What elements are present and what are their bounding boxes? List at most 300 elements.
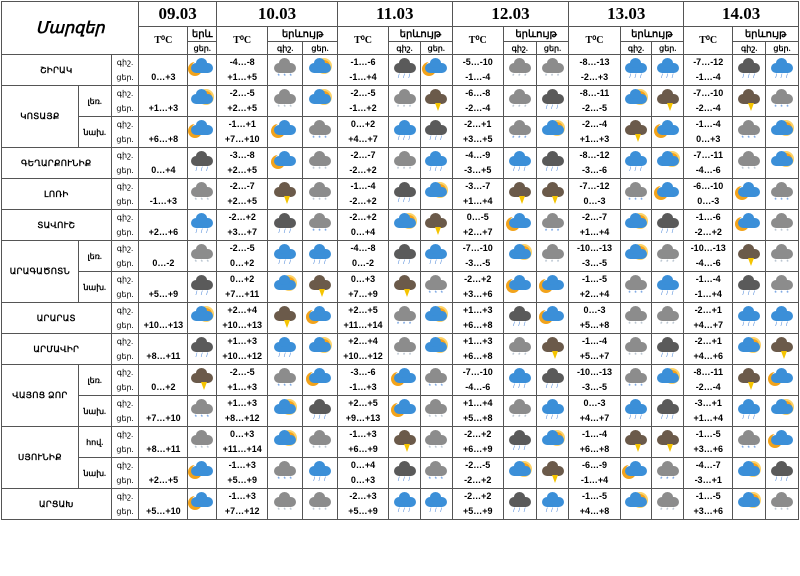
night-temp: -2…-5 — [350, 88, 376, 98]
temperature-cell — [452, 86, 503, 117]
dark-cloud-icon: / / / — [307, 400, 333, 422]
day-subheader: ցեր. — [303, 42, 338, 55]
weather-icon-cell — [188, 117, 217, 148]
weather-icon-cell — [536, 458, 569, 489]
day-temp: +5…+8 — [579, 320, 610, 330]
cloud-storm-icon — [736, 90, 762, 112]
day-temp: -1…+4 — [349, 72, 377, 82]
temperature-cell — [684, 179, 733, 210]
sun-cloud-icon — [423, 338, 449, 360]
night-temp: -10…-13 — [577, 243, 613, 253]
weather-icon-cell — [188, 148, 217, 179]
weather-icon-cell — [268, 489, 303, 520]
weather-icon-cell — [503, 210, 536, 241]
region-row — [2, 396, 799, 427]
weather-icon-cell — [536, 117, 569, 148]
weather-icon-cell — [268, 86, 303, 117]
moon-cloud-icon — [307, 307, 333, 329]
region-row — [2, 427, 799, 458]
dark-cloud-icon: / / / — [540, 152, 566, 174]
temperature-cell — [139, 303, 188, 334]
moon-cloud-icon — [623, 462, 649, 484]
day-temp: -1…+2 — [349, 103, 377, 113]
temperature-cell — [217, 396, 268, 427]
weather-icon-cell — [652, 55, 684, 86]
temperature-cell — [337, 489, 388, 520]
time-of-day — [111, 148, 139, 179]
time-of-day — [111, 365, 139, 396]
temperature-cell — [452, 334, 503, 365]
day-temp: +6…+8 — [579, 444, 610, 454]
day-temp: +2…+5 — [227, 196, 257, 206]
day-temp: +2…+4 — [579, 289, 610, 299]
grey-cloud-icon: * * * — [423, 276, 449, 298]
temperature-cell — [337, 427, 388, 458]
weather-icon-cell — [188, 458, 217, 489]
sun-cloud-icon — [769, 400, 795, 422]
cloud-storm-icon — [392, 431, 418, 453]
region-name: ԳԵՂԱՐՔՈՒՆԻՔ — [2, 148, 112, 179]
weather-icon-cell — [503, 86, 536, 117]
day-temp: +2…+7 — [462, 227, 493, 237]
temperature-cell — [684, 86, 733, 117]
grey-cloud-icon: * * * — [736, 121, 762, 143]
weather-header: երևույթ — [389, 27, 453, 42]
forecast-table — [1, 1, 799, 520]
weather-icon-cell — [420, 365, 452, 396]
night-temp: -7…-10 — [462, 367, 493, 377]
day-subheader: ցեր. — [420, 42, 452, 55]
day-temp: +10…+12 — [343, 351, 383, 361]
cloud-snow-icon: * * * — [392, 338, 418, 360]
temperature-cell — [569, 241, 620, 272]
night-temp: 0…+3 — [350, 274, 376, 284]
weather-icon-cell — [536, 55, 569, 86]
date-header: 09.03 — [139, 2, 217, 27]
weather-icon-cell — [620, 489, 652, 520]
moon-cloud-icon — [392, 400, 418, 422]
night-label: գիշ. — [116, 151, 134, 160]
cloud-snow-icon: * * * — [423, 431, 449, 453]
sun-cloud-icon — [655, 152, 681, 174]
grey-cloud-icon: * * * — [655, 462, 681, 484]
weather-icon-cell — [420, 427, 452, 458]
sun-cloud-icon — [189, 307, 215, 329]
night-temp: -6…-9 — [582, 460, 608, 470]
grey-cloud-icon: * * * — [272, 369, 298, 391]
night-subheader: գիշ. — [733, 42, 766, 55]
day-temp: -1…-4 — [465, 72, 491, 82]
dark-cloud-icon: / / / — [507, 307, 533, 329]
temperature-cell — [452, 365, 503, 396]
weather-icon-cell — [188, 303, 217, 334]
night-temp: -2…-5 — [229, 88, 255, 98]
cloud-snow-icon: * * * — [307, 183, 333, 205]
weather-icon-cell — [766, 334, 799, 365]
weather-icon-cell — [420, 86, 452, 117]
dark-cloud-icon: / / / — [392, 245, 418, 267]
day-temp: +5…+9 — [462, 506, 493, 516]
temperature-cell — [684, 55, 733, 86]
temperature-cell — [569, 210, 620, 241]
cloud-snow-icon: * * * — [540, 245, 566, 267]
weather-icon-cell — [652, 489, 684, 520]
weather-icon-cell — [733, 489, 766, 520]
night-temp: +2…+5 — [348, 305, 378, 315]
dark-cloud-icon: / / / — [423, 121, 449, 143]
cloud-storm-icon — [423, 90, 449, 112]
weather-icon-cell — [188, 427, 217, 458]
night-temp: -2…-7 — [229, 181, 255, 191]
moon-cloud-icon — [655, 121, 681, 143]
weather-icon-cell — [303, 179, 338, 210]
temperature-cell — [139, 148, 188, 179]
weather-icon-cell — [303, 365, 338, 396]
moon-cloud-icon — [189, 462, 215, 484]
time-of-day — [111, 458, 139, 489]
weather-icon-cell — [268, 117, 303, 148]
moon-cloud-icon — [540, 307, 566, 329]
weather-icon-cell — [303, 55, 338, 86]
sun-cloud-icon — [392, 214, 418, 236]
time-of-day — [111, 179, 139, 210]
cloud-snow-icon: * * * — [655, 307, 681, 329]
night-subheader: գիշ. — [268, 42, 303, 55]
cloud-snow-icon: * * * — [507, 400, 533, 422]
day-label: ցեր. — [116, 259, 134, 268]
night-temp: -2…-7 — [350, 150, 376, 160]
temperature-cell — [337, 55, 388, 86]
cloud-snow-icon: * * * — [736, 152, 762, 174]
day-label: ցեր. — [116, 290, 134, 299]
temperature-cell — [452, 489, 503, 520]
cloud-snow-icon: * * * — [655, 245, 681, 267]
night-temp: +1…+3 — [227, 336, 257, 346]
temperature-cell — [139, 117, 188, 148]
weather-icon-cell — [188, 272, 217, 303]
day-temp: -2…-5 — [582, 103, 608, 113]
weather-icon-cell — [503, 396, 536, 427]
cloud-rain-icon: / / / — [623, 152, 649, 174]
temperature-cell — [337, 396, 388, 427]
night-temp — [139, 458, 187, 473]
temperature-cell — [217, 86, 268, 117]
day-label: ցեր. — [116, 352, 134, 361]
temperature-cell — [337, 303, 388, 334]
region-name: ՍՅՈՒՆԻՔ — [2, 427, 79, 489]
dark-cloud-icon: / / / — [392, 462, 418, 484]
cloud-rain-icon: / / / — [392, 493, 418, 515]
night-temp: -2…+1 — [694, 336, 722, 346]
sun-cloud-icon — [540, 121, 566, 143]
day-temp: +4…+7 — [693, 320, 723, 330]
night-temp — [139, 272, 187, 287]
temperature-cell — [337, 148, 388, 179]
day-temp: +1…+3 — [148, 103, 179, 113]
date-header: 12.03 — [452, 2, 569, 27]
grey-cloud-icon: * * * — [307, 214, 333, 236]
temperature-cell — [569, 365, 620, 396]
night-temp: -1…-5 — [695, 429, 721, 439]
weather-icon-cell — [503, 179, 536, 210]
day-temp: +6…+9 — [462, 444, 493, 454]
night-temp: -7…-12 — [579, 181, 610, 191]
moon-cloud-icon — [540, 276, 566, 298]
temperature-cell — [139, 396, 188, 427]
day-temp: +5…+9 — [348, 506, 378, 516]
day-label: ցեր. — [116, 476, 134, 485]
night-temp: +2…+5 — [348, 398, 378, 408]
weather-icon-cell — [303, 241, 338, 272]
cloud-snow-icon: * * * — [307, 493, 333, 515]
night-label: գիշ. — [116, 306, 134, 315]
cloud-rain-icon: / / / — [392, 121, 418, 143]
date-header: 11.03 — [337, 2, 452, 27]
weather-icon-cell — [420, 272, 452, 303]
night-temp: -8…-12 — [579, 150, 610, 160]
temperature-cell — [569, 489, 620, 520]
cloud-rain-icon: / / / — [272, 338, 298, 360]
sun-cloud-icon — [307, 338, 333, 360]
weather-icon-cell — [420, 148, 452, 179]
weather-icon-cell — [536, 210, 569, 241]
weather-icon-cell — [733, 334, 766, 365]
weather-icon-cell — [620, 334, 652, 365]
weather-icon-cell — [536, 272, 569, 303]
weather-icon-cell — [766, 117, 799, 148]
weather-icon-cell — [389, 117, 421, 148]
night-temp: -7…-12 — [693, 57, 724, 67]
sun-cloud-icon — [655, 369, 681, 391]
weather-header: երև — [188, 27, 217, 42]
subregion-label: նախ. — [78, 272, 111, 303]
day-temp: -2…+3 — [580, 72, 609, 82]
day-temp: +10…+13 — [222, 320, 262, 330]
day-subheader: ցեր. — [536, 42, 569, 55]
day-label: ցեր. — [116, 414, 134, 423]
temperature-cell — [684, 458, 733, 489]
dark-cloud-icon: / / / — [189, 276, 215, 298]
moon-cloud-icon — [736, 183, 762, 205]
temperature-cell — [684, 148, 733, 179]
dark-cloud-icon: / / / — [507, 493, 533, 515]
temperature-cell — [569, 55, 620, 86]
temperature-cell — [139, 489, 188, 520]
day-temp: -2…+2 — [349, 165, 377, 175]
day-label: ցեր. — [116, 73, 134, 82]
subregion-label: հով. — [78, 427, 111, 458]
subregion-label: նախ. — [78, 117, 111, 148]
grey-cloud-icon: * * * — [307, 121, 333, 143]
time-of-day — [111, 427, 139, 458]
night-temp: -2…+1 — [464, 119, 492, 129]
temperature-cell — [684, 210, 733, 241]
night-temp: -1…-4 — [582, 336, 608, 346]
day-temp: +3…+7 — [227, 227, 257, 237]
day-temp: -2…+2 — [694, 227, 722, 237]
weather-icon-cell — [389, 272, 421, 303]
temperature-cell — [684, 365, 733, 396]
weather-icon-cell — [536, 334, 569, 365]
moon-cloud-icon — [736, 214, 762, 236]
day-temp: -4…-6 — [695, 258, 721, 268]
weather-icon-cell — [188, 241, 217, 272]
day-temp: -1…+3 — [149, 196, 177, 206]
sun-cloud-icon — [507, 245, 533, 267]
sun-cloud-icon — [423, 183, 449, 205]
day-temp: 0…-2 — [152, 258, 175, 268]
temperature-cell — [217, 117, 268, 148]
subregion-label: լեռ. — [78, 365, 111, 396]
dark-cloud-icon: / / / — [392, 59, 418, 81]
grey-cloud-icon: * * * — [736, 431, 762, 453]
day-temp: +4…+7 — [579, 413, 610, 423]
weather-icon-cell — [303, 86, 338, 117]
weather-icon-cell — [420, 117, 452, 148]
moon-cloud-icon — [423, 59, 449, 81]
day-label: ցեր. — [116, 166, 134, 175]
grey-cloud-icon: * * * — [272, 462, 298, 484]
weather-icon-cell — [420, 458, 452, 489]
day-temp: +6…+9 — [348, 444, 378, 454]
weather-icon-cell — [389, 148, 421, 179]
weather-icon-cell — [620, 86, 652, 117]
night-temp: -1…-5 — [695, 491, 721, 501]
cloud-storm-icon — [540, 338, 566, 360]
temperature-cell — [217, 272, 268, 303]
night-temp: -1…+3 — [228, 491, 256, 501]
region-name: ՏԱՎՈՒՇ — [2, 210, 112, 241]
weather-icon-cell — [620, 427, 652, 458]
temperature-cell — [139, 334, 188, 365]
night-subheader: գիշ. — [503, 42, 536, 55]
day-temp: -3…-5 — [465, 258, 491, 268]
night-temp: -8…-13 — [579, 57, 610, 67]
weather-icon-cell — [620, 458, 652, 489]
moon-cloud-icon — [272, 121, 298, 143]
weather-icon-cell — [389, 86, 421, 117]
dark-cloud-icon: / / / — [189, 152, 215, 174]
day-label: ցեր. — [116, 445, 134, 454]
weather-icon-cell — [420, 334, 452, 365]
day-temp: -1…+4 — [580, 475, 609, 485]
day-temp: -1…+3 — [349, 382, 377, 392]
night-temp: -2…-5 — [229, 367, 255, 377]
temperature-cell — [337, 179, 388, 210]
temperature-cell — [337, 86, 388, 117]
day-temp: 0…-2 — [352, 258, 375, 268]
night-temp: -2…+2 — [349, 212, 377, 222]
weather-icon-cell — [733, 86, 766, 117]
weather-header: երևույթ — [620, 27, 684, 42]
night-temp: +1…+4 — [462, 398, 493, 408]
day-temp: +3…+6 — [693, 444, 723, 454]
weather-icon-cell — [389, 179, 421, 210]
weather-icon-cell — [733, 458, 766, 489]
weather-icon-cell — [733, 427, 766, 458]
region-name: ԱՐԱՐԱՏ — [2, 303, 112, 334]
weather-icon-cell — [733, 179, 766, 210]
subregion-label: լեռ. — [78, 86, 111, 117]
day-temp: 0…+2 — [151, 382, 176, 392]
temperature-cell — [452, 55, 503, 86]
subregion-label: նախ. — [78, 458, 111, 489]
grey-cloud-icon: * * * — [507, 121, 533, 143]
night-temp: -4…-7 — [695, 460, 721, 470]
dark-cloud-icon: / / / — [507, 431, 533, 453]
temperature-cell — [452, 210, 503, 241]
weather-icon-cell — [652, 272, 684, 303]
cloud-storm-icon — [423, 214, 449, 236]
day-temp: +5…+9 — [148, 289, 179, 299]
cloud-snow-icon: * * * — [623, 307, 649, 329]
night-temp: 0…-3 — [583, 398, 606, 408]
day-temp: +11…+14 — [222, 444, 262, 454]
night-temp: -2…+2 — [464, 274, 492, 284]
dark-cloud-icon: / / / — [540, 90, 566, 112]
weather-icon-cell — [652, 179, 684, 210]
temperature-cell — [139, 241, 188, 272]
night-temp — [139, 427, 187, 442]
day-temp: +7…+11 — [225, 289, 260, 299]
temperature-cell — [684, 272, 733, 303]
temp-header: T⁰C — [452, 27, 503, 55]
night-temp: -7…-11 — [693, 150, 723, 160]
weather-icon-cell — [389, 55, 421, 86]
cloud-snow-icon: * * * — [769, 245, 795, 267]
moon-cloud-icon — [769, 369, 795, 391]
cloud-rain-icon: / / / — [507, 152, 533, 174]
sun-cloud-icon — [623, 90, 649, 112]
weather-icon-cell — [536, 179, 569, 210]
weather-icon-cell — [268, 272, 303, 303]
weather-icon-cell — [733, 117, 766, 148]
day-temp: -2…-4 — [695, 103, 721, 113]
weather-icon-cell — [733, 303, 766, 334]
night-temp: -1…-4 — [695, 119, 721, 129]
day-subheader: ցեր. — [766, 42, 799, 55]
temperature-cell — [337, 458, 388, 489]
temperature-cell — [452, 396, 503, 427]
day-temp: -4…-6 — [695, 165, 721, 175]
region-name: ԿՈՏԱՅՔ — [2, 86, 79, 148]
night-temp: +2…+4 — [227, 305, 257, 315]
date-header: 14.03 — [684, 2, 799, 27]
day-temp: 0…+4 — [151, 165, 176, 175]
temperature-cell — [217, 489, 268, 520]
night-temp: 0…+4 — [350, 460, 376, 470]
weather-icon-cell — [389, 241, 421, 272]
temperature-cell — [452, 117, 503, 148]
weather-icon-cell — [420, 396, 452, 427]
cloud-snow-icon: * * * — [623, 338, 649, 360]
night-temp: 0…+3 — [230, 429, 255, 439]
cloud-storm-icon — [769, 338, 795, 360]
temperature-cell — [217, 179, 268, 210]
dark-cloud-icon: / / / — [189, 338, 215, 360]
cloud-snow-icon: * * * — [769, 214, 795, 236]
day-temp: +8…+11 — [146, 444, 181, 454]
night-temp — [139, 241, 187, 256]
day-temp: -3…+5 — [464, 165, 492, 175]
sun-cloud-icon — [769, 152, 795, 174]
subregion-label: նախ. — [78, 396, 111, 427]
cloud-snow-icon: * * * — [392, 152, 418, 174]
temperature-cell — [452, 148, 503, 179]
night-subheader: գիշ. — [389, 42, 421, 55]
day-subheader: ցեր. — [188, 42, 217, 55]
temperature-cell — [337, 210, 388, 241]
